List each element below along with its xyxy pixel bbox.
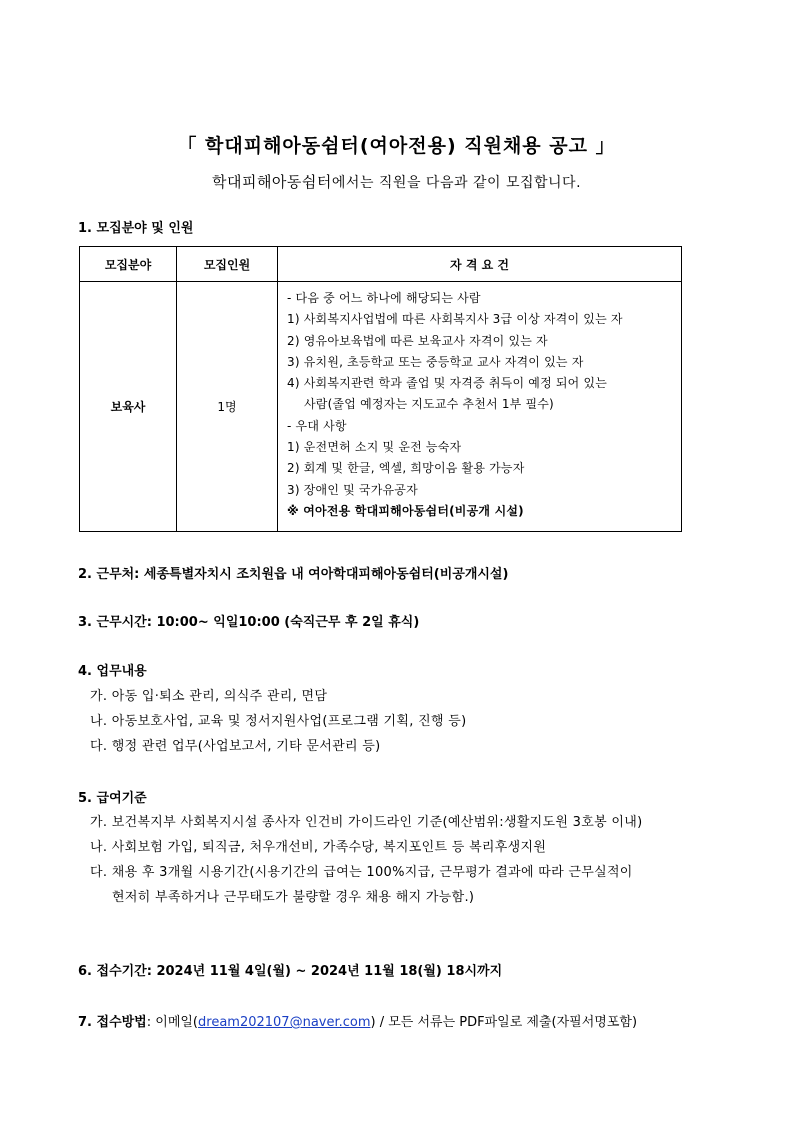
section-6-period: 6. 접수기간: 2024년 11월 4일(월) ~ 2024년 11월 18(월) 18시까지: [78, 964, 503, 979]
header-count: 모집인원: [177, 247, 278, 282]
section-4-heading: 4. 업무내용: [78, 664, 147, 679]
section-5-heading: 5. 급여기준: [78, 791, 147, 806]
requirement-line: 4) 사회복지관련 학과 졸업 및 자격증 취득이 예정 되어 있는: [287, 376, 608, 391]
section-1-heading: 1. 모집분야 및 인원: [78, 221, 194, 236]
subtitle-rest: 에서는 직원을 다음과 같이 모집합니다.: [331, 175, 582, 191]
requirement-line: 1) 운전면허 소지 및 운전 능숙자: [287, 440, 462, 455]
header-field: 모집분야: [80, 247, 177, 282]
section-3-hours: 3. 근무시간: 10:00~ 익일10:00 (숙직근무 후 2일 휴식): [78, 615, 420, 630]
requirement-line: 3) 유치원, 초등학교 또는 중등학교 교사 자격이 있는 자: [287, 354, 584, 369]
page-subtitle: [0, 171, 793, 192]
requirement-line: 2) 회계 및 한글, 엑셀, 희망이음 활용 가능자: [287, 461, 525, 476]
salary-item-continued: 현저히 부족하거나 근무태도가 불량할 경우 채용 해지 가능함.): [112, 890, 475, 905]
section-7-method: [78, 1011, 637, 1030]
duty-item: 다. 행정 관련 업무(사업보고서, 기타 문서관리 등): [90, 739, 381, 754]
method-rest: ) / 모든 서류는 PDF파일로 제출(자필서명포함): [370, 1015, 638, 1030]
cell-requirements: [278, 282, 682, 532]
method-label: 7. 접수방법: [78, 1015, 147, 1030]
requirement-note: ※ 여아전용 학대피해아동쉼터(비공개 시설): [287, 503, 524, 518]
header-requirements: 자 격 요 건: [278, 247, 682, 282]
recruitment-table: [79, 246, 682, 532]
salary-item: 가. 보건복지부 사회복지시설 종사자 인건비 가이드라인 기준(예산범위:생활지도원 3호봉 이내): [90, 815, 643, 830]
salary-item: 다. 채용 후 3개월 시용기간(시용기간의 급여는 100%지급, 근무평가 결과에 따라 근무실적이: [90, 865, 633, 880]
salary-item: 나. 사회보험 가입, 퇴직금, 처우개선비, 가족수당, 복지포인트 등 복리후생지원: [90, 840, 547, 855]
table-header-row: [80, 247, 682, 282]
requirement-line: - 우대 사항: [287, 418, 347, 433]
page-title: 「 학대피해아동쉼터(여아전용) 직원채용 공고 」: [177, 135, 616, 157]
duty-item: 나. 아동보호사업, 교육 및 정서지원사업(프로그램 기획, 진행 등): [90, 714, 467, 729]
requirement-line: - 다음 중 어느 하나에 해당되는 사람: [287, 291, 481, 305]
cell-count: 1명: [177, 282, 278, 532]
email-link[interactable]: dream202107@naver.com: [198, 1015, 371, 1030]
table-row: [80, 282, 682, 532]
requirement-line: 3) 장애인 및 국가유공자: [287, 482, 418, 497]
subtitle-org: 학대피해아동쉼터: [211, 173, 332, 191]
section-2-workplace: 2. 근무처: 세종특별자치시 조치원읍 내 여아학대피해아동쉼터(비공개시설): [78, 567, 509, 582]
duty-item: 가. 아동 입·퇴소 관리, 의식주 관리, 면담: [90, 689, 328, 704]
cell-field: 보육사: [80, 282, 177, 532]
requirement-line: 1) 사회복지사업법에 따른 사회복지사 3급 이상 자격이 있는 자: [287, 312, 623, 327]
method-colon: : 이메일(: [146, 1015, 199, 1030]
requirement-line: 사람(졸업 예정자는 지도교수 추천서 1부 필수): [304, 397, 554, 412]
requirement-line: 2) 영유아보육법에 따른 보육교사 자격이 있는 자: [287, 333, 548, 348]
